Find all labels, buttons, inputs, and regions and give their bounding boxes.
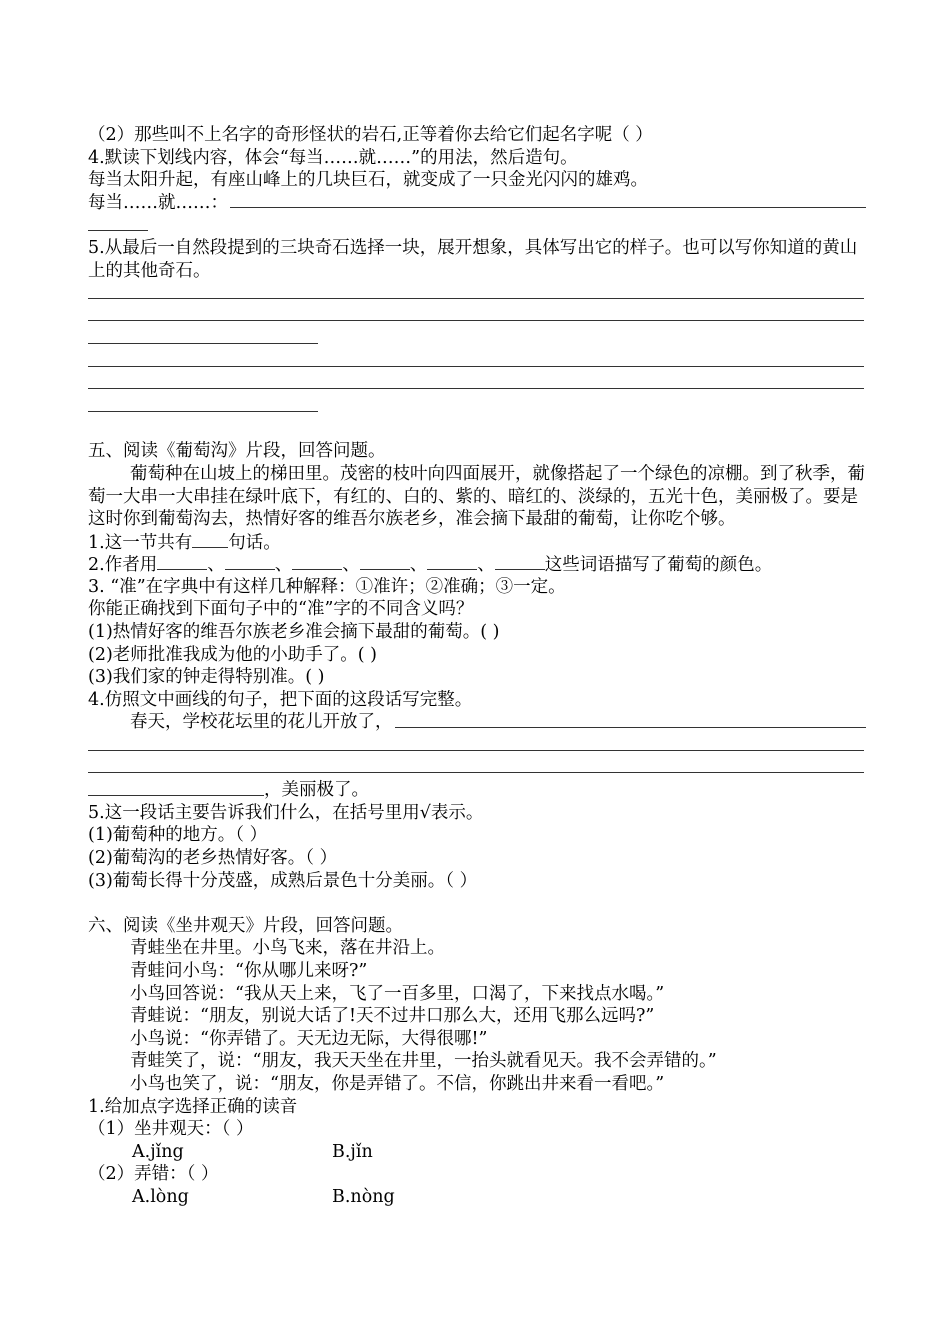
p6-q1-options bbox=[88, 1186, 866, 1209]
option-b[interactable]: B.nòng bbox=[332, 1186, 395, 1207]
separator: 、 bbox=[409, 555, 428, 576]
p4-q4-prompt: 每当……就……： bbox=[88, 192, 228, 213]
answer-row bbox=[88, 734, 866, 757]
p5-q2 bbox=[88, 553, 866, 576]
p6-passage-line: 小鸟说：“你弄错了。天无边无际，大得很哪!” bbox=[130, 1028, 488, 1049]
answer-row bbox=[88, 214, 866, 237]
separator: 、 bbox=[274, 555, 293, 576]
answer-blank[interactable] bbox=[192, 531, 228, 548]
p6-q1-options bbox=[88, 1141, 866, 1164]
p5-q4-title: 4.仿照文中画线的句子，把下面的这段话写完整。 bbox=[88, 689, 473, 710]
p4-q2-line: （2）那些叫不上名字的奇形怪状的岩石,正等着你去给它们起名字呢（ ） bbox=[88, 125, 653, 145]
answer-row bbox=[88, 395, 866, 418]
separator: 、 bbox=[342, 555, 360, 576]
separator: 、 bbox=[207, 555, 225, 576]
answer-blank[interactable] bbox=[360, 553, 410, 570]
worksheet-content bbox=[88, 124, 866, 1209]
option-b[interactable]: B.jǐn bbox=[332, 1141, 373, 1162]
option-a[interactable]: A.jǐng bbox=[132, 1141, 184, 1162]
answer-blank[interactable] bbox=[292, 553, 342, 570]
p5-q5-item: (2)葡萄沟的老乡热情好客。（ ） bbox=[88, 848, 338, 868]
p5-q3-item: (2)老师批准我成为他的小助手了。( ) bbox=[88, 644, 378, 665]
p5-q4-start: 春天，学校花坛里的花儿开放了， bbox=[130, 712, 393, 733]
answer-row bbox=[88, 373, 866, 396]
p5-q5-item: (3)葡萄长得十分茂盛，成熟后景色十分美丽。（ ） bbox=[88, 870, 478, 891]
p6-passage-line: 青蛙说：“朋友，别说大话了!天不过井口那么大，还用飞那么远吗?” bbox=[130, 1006, 655, 1027]
p5-q3-item: (1)热情好客的维吾尔族老乡准会摘下最甜的葡萄。( ) bbox=[88, 622, 500, 643]
answer-line[interactable] bbox=[88, 320, 864, 321]
p5-q3-item: (3)我们家的钟走得特别准。( ) bbox=[88, 667, 325, 688]
answer-line[interactable] bbox=[88, 772, 864, 773]
p5-q4-end: ，美丽极了。 bbox=[264, 780, 369, 801]
answer-line[interactable] bbox=[88, 230, 148, 231]
p5-q4-end-row bbox=[88, 779, 866, 802]
p5-q4-start-row bbox=[88, 711, 866, 734]
separator: 、 bbox=[477, 555, 495, 576]
p6-passage-line: 青蛙笑了，说：“朋友，我天天坐在井里，一抬头就看见天。我不会弄错的。” bbox=[130, 1051, 717, 1072]
answer-line[interactable] bbox=[88, 366, 864, 367]
p5-heading: 五、阅读《葡萄沟》片段，回答问题。 bbox=[88, 441, 386, 462]
answer-row bbox=[88, 350, 866, 373]
p6-passage-line: 青蛙坐在井里。小鸟飞来，落在井沿上。 bbox=[130, 938, 445, 959]
answer-line[interactable] bbox=[88, 388, 864, 389]
p6-q1-item-label: （1）坐井观天：（ ） bbox=[88, 1119, 254, 1140]
p5-q2-suffix: 这些词语描写了葡萄的颜色。 bbox=[544, 555, 773, 576]
p5-q3-ask: 你能正确找到下面句子中的“准”字的不同含义吗？ bbox=[88, 599, 474, 620]
answer-blank[interactable] bbox=[157, 553, 207, 570]
spacer bbox=[88, 892, 866, 915]
p5-q3-title: 3. “准”在字典中有这样几种解释：①准许；②准确；③一定。 bbox=[88, 576, 566, 597]
answer-line[interactable] bbox=[88, 343, 318, 344]
answer-line[interactable] bbox=[230, 207, 866, 208]
p5-q1-suffix: 句话。 bbox=[228, 532, 281, 553]
p6-passage-line: 小鸟回答说：“我从天上来，飞了一百多里，口渴了，下来找点水喝。” bbox=[130, 983, 665, 1004]
answer-row bbox=[88, 757, 866, 780]
answer-blank[interactable] bbox=[225, 553, 275, 570]
p5-q5-title: 5.这一段话主要告诉我们什么，在括号里用√表示。 bbox=[88, 802, 484, 823]
answer-row bbox=[88, 305, 866, 328]
p6-passage-line: 小鸟也笑了，说：“朋友，你是弄错了。不信，你跳出井来看一看吧。” bbox=[130, 1073, 665, 1094]
p6-passage-line: 青蛙问小鸟：“你从哪儿来呀?” bbox=[130, 960, 368, 981]
p5-q1-prefix: 1.这一节共有 bbox=[88, 532, 193, 553]
answer-line[interactable] bbox=[88, 795, 264, 796]
p4-q4-title: 4.默读下划线内容，体会“每当……就……”的用法，然后造句。 bbox=[88, 147, 578, 168]
answer-line[interactable] bbox=[88, 411, 318, 412]
answer-row bbox=[88, 327, 866, 350]
p6-q1-title: 1.给加点字选择正确的读音 bbox=[88, 1096, 298, 1117]
p4-q4-sentence: 每当太阳升起，有座山峰上的几块巨石，就变成了一只金光闪闪的雄鸡。 bbox=[88, 170, 648, 191]
p6-heading: 六、阅读《坐井观天》片段，回答问题。 bbox=[88, 915, 403, 936]
spacer bbox=[88, 418, 866, 441]
p4-q4-answer-row bbox=[88, 192, 866, 215]
answer-line[interactable] bbox=[88, 750, 864, 751]
answer-line[interactable] bbox=[395, 727, 867, 728]
p5-q2-prefix: 2.作者用 bbox=[88, 555, 158, 576]
p5-q5-item: (1)葡萄种的地方。（ ） bbox=[88, 825, 268, 846]
answer-line[interactable] bbox=[88, 298, 864, 299]
option-a[interactable]: A.lòng bbox=[132, 1186, 189, 1207]
p6-q1-item-label: （2）弄错：（ ） bbox=[88, 1164, 219, 1185]
answer-row bbox=[88, 282, 866, 305]
p4-q5-title: 5.从最后一自然段提到的三块奇石选择一块，展开想象，具体写出它的样子。也可以写你知道的黄山上的其他奇石。 bbox=[88, 237, 858, 281]
answer-blank[interactable] bbox=[427, 553, 477, 570]
answer-blank[interactable] bbox=[495, 553, 545, 570]
p5-passage: 葡萄种在山坡上的梯田里。茂密的枝叶向四面展开，就像搭起了一个绿色的凉棚。到了秋季，葡萄一大串一大串挂在绿叶底下，有红的、白的、紫的、暗红的、淡绿的，五光十色，美丽极了。要是这时你到葡萄沟去，热情好客的维吾尔族老乡，准会摘下最甜的葡萄，让你吃个够。 bbox=[88, 463, 865, 530]
p5-q1 bbox=[88, 531, 866, 554]
